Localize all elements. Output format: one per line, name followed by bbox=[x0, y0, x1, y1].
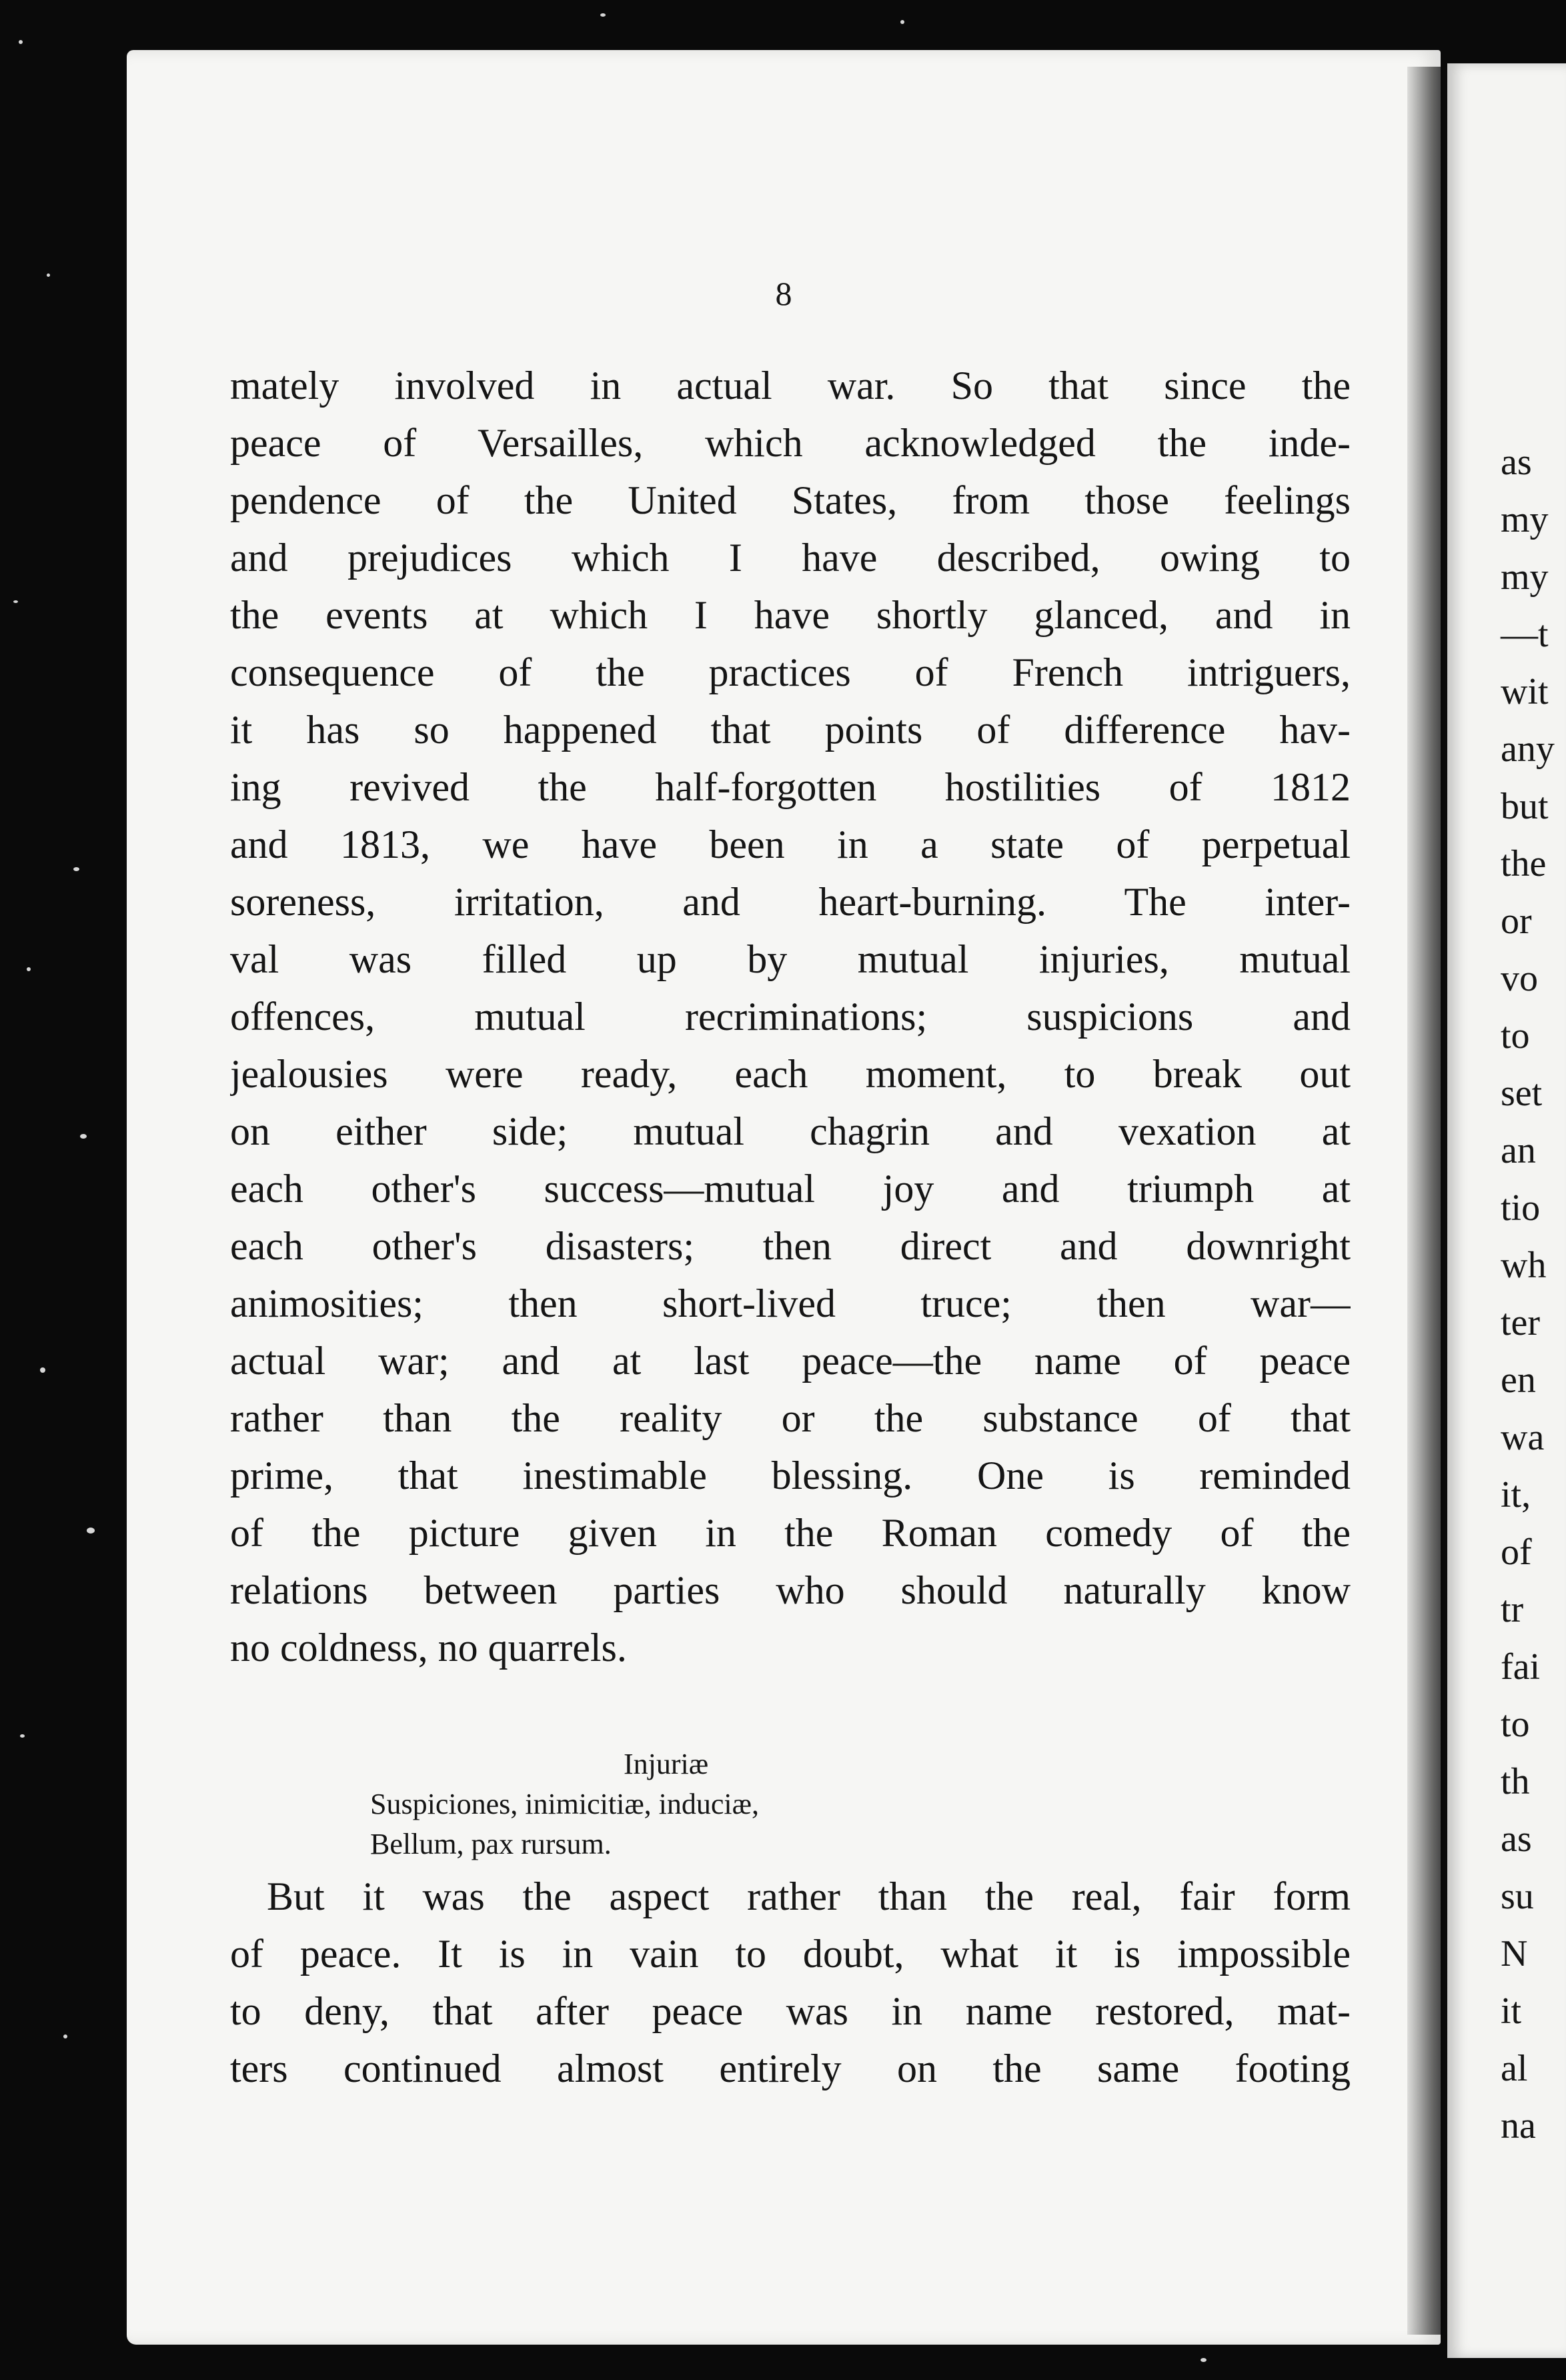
text-line: and 1813, we have been in a state of perpetual bbox=[230, 822, 1351, 866]
facing-page-line: fai bbox=[1501, 1646, 1541, 1688]
main-paragraph bbox=[230, 357, 1351, 1676]
facing-page-line: th bbox=[1501, 1761, 1530, 1802]
text-line: offences, mutual recriminations; suspicions and bbox=[230, 995, 1351, 1039]
text-line: on either side; mutual chagrin and vexation at bbox=[230, 1109, 1351, 1153]
facing-page-line: or bbox=[1501, 901, 1532, 942]
facing-page-line: to bbox=[1501, 1015, 1530, 1057]
text-line: mately involved in actual war. So that since the bbox=[230, 364, 1351, 408]
text-line: no coldness, no quarrels. bbox=[230, 1626, 627, 1670]
facing-page-line: set bbox=[1501, 1073, 1543, 1114]
facing-page-line: but bbox=[1501, 786, 1549, 827]
facing-page-line: it, bbox=[1501, 1474, 1531, 1516]
facing-page-line: ter bbox=[1501, 1302, 1541, 1343]
facing-page-line: the bbox=[1501, 843, 1547, 884]
text-line: it has so happened that points of difference hav- bbox=[230, 708, 1351, 752]
text-line: jealousies were ready, each moment, to break out bbox=[230, 1052, 1351, 1096]
facing-page-line: wit bbox=[1501, 671, 1549, 712]
facing-page bbox=[1447, 63, 1566, 2358]
quotation-line: Suspiciones, inimicitiæ, induciæ, bbox=[370, 1788, 759, 1820]
facing-page-line: al bbox=[1501, 2048, 1528, 2089]
text-line: the events at which I have shortly glanced, and in bbox=[230, 593, 1351, 637]
text-line: and prejudices which I have described, owing to bbox=[230, 536, 1351, 580]
facing-page-line: —t bbox=[1501, 614, 1549, 655]
facing-page-line: to bbox=[1501, 1704, 1530, 1745]
text-line: of peace. It is in vain to doubt, what it is impossible bbox=[230, 1932, 1351, 1976]
text-line: peace of Versailles, which acknowledged the inde- bbox=[230, 421, 1351, 465]
text-line: animosities; then short-lived truce; then war— bbox=[230, 1281, 1351, 1325]
quotation-line: Injuriæ bbox=[624, 1748, 709, 1780]
text-line: of the picture given in the Roman comedy of the bbox=[230, 1511, 1351, 1555]
facing-page-line: na bbox=[1501, 2105, 1536, 2147]
text-line: consequence of the practices of French intriguers, bbox=[230, 650, 1351, 694]
text-line: But it was the aspect rather than the real, fair form bbox=[267, 1874, 1351, 1918]
text-line: prime, that inestimable blessing. One is reminded bbox=[230, 1453, 1351, 1498]
facing-page-line: it bbox=[1501, 1990, 1522, 2032]
facing-page-line: my bbox=[1501, 556, 1549, 598]
facing-page-line: as bbox=[1501, 442, 1532, 483]
facing-page-line: tr bbox=[1501, 1589, 1524, 1630]
text-line: actual war; and at last peace—the name of peace bbox=[230, 1339, 1351, 1383]
facing-page-text bbox=[1501, 434, 1555, 2155]
text-line: ters continued almost entirely on the same footing bbox=[230, 2046, 1351, 2091]
page-number: 8 bbox=[775, 275, 792, 312]
quotation-line: Bellum, pax rursum. bbox=[370, 1828, 612, 1860]
text-line: rather than the reality or the substance of that bbox=[230, 1396, 1351, 1440]
facing-page-line: any bbox=[1501, 728, 1555, 770]
latin-quotation bbox=[370, 1744, 1037, 1864]
second-paragraph bbox=[230, 1868, 1351, 2097]
facing-page-line: N bbox=[1501, 1933, 1528, 1974]
facing-page-line: my bbox=[1501, 499, 1549, 540]
facing-page-line: of bbox=[1501, 1532, 1532, 1573]
text-line: pendence of the United States, from those feelings bbox=[230, 478, 1351, 522]
facing-page-line: su bbox=[1501, 1876, 1534, 1917]
facing-page-line: wa bbox=[1501, 1417, 1545, 1458]
facing-page-line: an bbox=[1501, 1130, 1536, 1171]
text-line: relations between parties who should naturally know bbox=[230, 1568, 1351, 1612]
facing-page-line: en bbox=[1501, 1359, 1536, 1401]
text-line: each other's disasters; then direct and downright bbox=[230, 1224, 1351, 1268]
facing-page-line: as bbox=[1501, 1818, 1532, 1860]
text-line: soreness, irritation, and heart-burning. The inter- bbox=[230, 880, 1351, 924]
text-line: val was filled up by mutual injuries, mutual bbox=[230, 937, 1351, 981]
facing-page-line: wh bbox=[1501, 1245, 1547, 1286]
text-line: to deny, that after peace was in name restored, mat- bbox=[230, 1989, 1351, 2033]
facing-page-line: vo bbox=[1501, 958, 1538, 999]
text-line: each other's success—mutual joy and triumph at bbox=[230, 1167, 1351, 1211]
facing-page-line: tio bbox=[1501, 1187, 1541, 1229]
text-line: ing revived the half-forgotten hostilities of 1812 bbox=[230, 765, 1351, 809]
